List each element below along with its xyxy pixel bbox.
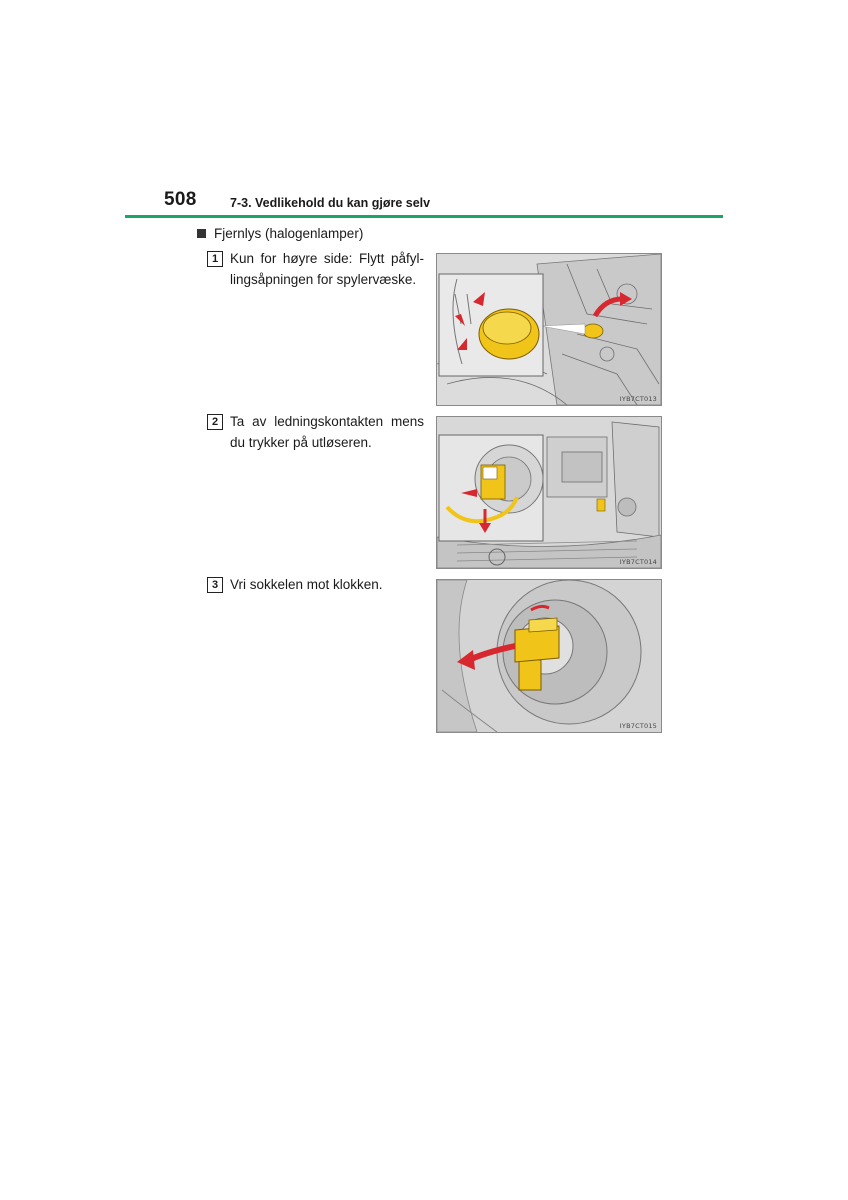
square-bullet-icon [197, 229, 206, 238]
bulb-socket-illustration [437, 580, 661, 732]
step-text-2: Ta av ledningskontakten mens du trykker på utløseren. [230, 414, 424, 450]
step-number-2: 2 [207, 414, 223, 430]
figure-code: IYB7CT014 [619, 558, 657, 566]
chapter-title: 7-3. Vedlikehold du kan gjøre selv [230, 196, 431, 210]
page-number: 508 [164, 189, 197, 210]
headlamp-connector-illustration [437, 417, 661, 568]
step-number-1: 1 [207, 251, 223, 267]
step-text-3: Vri sokkelen mot klokken. [230, 577, 383, 592]
engine-bay-washer-illustration [437, 254, 661, 405]
figure-bulb-socket [436, 579, 662, 733]
figure-code: IYB7CT015 [619, 722, 657, 730]
figure-code: IYB7CT013 [619, 395, 657, 403]
header-divider [125, 215, 723, 218]
section-heading-text: Fjernlys (halogenlamper) [214, 226, 364, 241]
step-number-3: 3 [207, 577, 223, 593]
section-heading [197, 226, 363, 241]
step-text-1: Kun for høyre side: Flytt påfyllingsåpningen for spylervæske. [230, 251, 424, 287]
figure-washer-filler [436, 253, 662, 406]
figure-connector [436, 416, 662, 569]
